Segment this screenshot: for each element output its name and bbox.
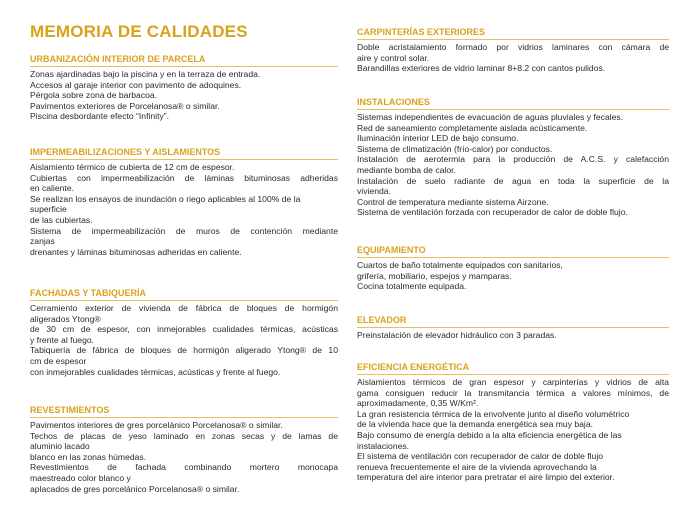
text-line: Cubiertas con impermeabilización de láminas bituminosas adheridas <box>30 172 338 183</box>
section-heading: EFICIENCIA ENERGÉTICA <box>357 362 669 375</box>
text-line: de la vivienda hace que la demanda energética sea muy baja. <box>357 419 594 430</box>
section-heading: FACHADAS Y TABIQUERÍA <box>30 288 338 301</box>
section-heading: IMPERMEABILIZACIONES Y AISLAMIENTOS <box>30 147 338 160</box>
text-line: Pavimentos exteriores de Porcelanosa® o similar. <box>30 100 220 111</box>
text-line: cm de espesor <box>30 355 87 366</box>
text-line: Cerramiento exterior de vivienda de fábrica de bloques de hormigón <box>30 303 338 313</box>
text-line: El sistema de ventilación con recuperador de calor de doble flujo <box>357 451 604 462</box>
section-carpinterias <box>357 27 669 74</box>
text-line: maestreado color blanco y <box>30 472 131 483</box>
page-title: MEMORIA DE CALIDADES <box>30 22 248 41</box>
text-line: Revestimientos de fachada combinando mortero monocapa <box>30 462 338 473</box>
text-line: temperatura del aire interior para pretratar el aire limpio del exterior. <box>357 472 615 483</box>
section-heading: INSTALACIONES <box>357 97 669 110</box>
text-line: Se realizan los ensayos de inundación o riego aplicables al 100% de la <box>30 193 301 204</box>
text-line: Sistema de impermeabilización de muros de contención mediante <box>30 225 338 236</box>
text-line: gama consiguen reducir la transmitancia térmica a valores mínimos, de <box>357 387 669 398</box>
text-line: aligerados Ytong® <box>30 313 101 324</box>
section-heading: CARPINTERÍAS EXTERIORES <box>357 27 669 40</box>
text-line: Control de temperatura mediante sistema Airzone. <box>357 196 549 207</box>
text-line: Accesos al garaje interior con pavimento de adoquines. <box>30 79 242 90</box>
text-line: superficie <box>30 204 67 215</box>
text-line: renueva frecuentemente el aire de la vivienda aprovechando la <box>357 461 597 472</box>
text-line: Cocina totalmente equipada. <box>357 281 467 292</box>
text-line: grifería, mobiliario, espejos y mamparas. <box>357 270 512 281</box>
text-line: Iluminación interior LED de bajo consumo. <box>357 133 519 144</box>
section-urbanizacion <box>30 54 338 122</box>
text-line: Techos de placas de yeso laminado en zonas secas y de lamas de <box>30 430 338 441</box>
text-line: Cuartos de baño totalmente equipados con sanitarios, <box>357 260 563 270</box>
section-heading: URBANIZACIÓN INTERIOR DE PARCELA <box>30 54 338 67</box>
text-line: de 30 cm de espesor, con inmejorables cualidades térmicas, acústicas <box>30 324 338 335</box>
text-line: Instalación de suelo radiante de agua en toda la superficie de la <box>357 175 669 186</box>
section-heading: REVESTIMIENTOS <box>30 405 338 418</box>
text-line: blanco en las zonas húmedas. <box>30 451 147 462</box>
text-line: Aislamientos térmicos de gran espesor y carpinterías y vidrios de alta <box>357 377 669 387</box>
text-line: aproximadamente, 0,35 W/Km². <box>357 398 479 409</box>
section-heading: EQUIPAMIENTO <box>357 245 669 258</box>
text-line: de las cubiertas. <box>30 214 93 225</box>
text-line: Barandillas exteriores de vidrio laminar 8+8.2 con cantos pulidos. <box>357 63 606 74</box>
text-line: con inmejorables cualidades térmicas, acústicas y frente al fuego. <box>30 366 281 377</box>
text-line: Sistema de climatización (frío-calor) por conductos. <box>357 143 553 154</box>
section-impermeabilizaciones <box>30 147 338 257</box>
text-line: Red de saneamiento completamente aislada acústicamente. <box>357 122 588 133</box>
section-elevador <box>357 315 669 341</box>
text-line: zanjas <box>30 236 55 247</box>
text-line: Preinstalación de elevador hidráulico con 3 paradas. <box>357 330 557 340</box>
text-line: Sistemas independientes de evacuación de aguas pluviales y fecales. <box>357 112 624 122</box>
text-line: Pérgola sobre zona de barbacoa. <box>30 90 158 101</box>
section-instalaciones <box>357 97 669 218</box>
text-line: Aislamiento térmico de cubierta de 12 cm de espesor. <box>30 162 235 172</box>
text-line: Instalación de aerotermia para la producción de A.C.S. y calefacción <box>357 154 669 165</box>
text-line: drenantes y láminas bituminosas adheridas en caliente. <box>30 246 242 257</box>
section-heading: ELEVADOR <box>357 315 669 328</box>
text-line: La gran resistencia térmica de la envolvente junto al diseño volumétrico <box>357 408 630 419</box>
text-line: mediante bomba de calor. <box>357 164 456 175</box>
text-line: aplacados de gres porcelánico Porcelanosa® o similar. <box>30 483 240 494</box>
text-line: aire y control solar. <box>357 52 430 63</box>
text-line: aluminio lacado <box>30 441 90 452</box>
text-line: Sistema de ventilación forzada con recuperador de calor de doble flujo. <box>357 207 628 218</box>
section-fachadas <box>30 288 338 377</box>
text-line: en caliente. <box>30 183 74 194</box>
text-line: Zonas ajardinadas bajo la piscina y en la terraza de entrada. <box>30 69 261 79</box>
text-line: Pavimentos interiores de gres porcelánico Porcelanosa® o similar. <box>30 420 283 430</box>
text-line: vivienda. <box>357 186 391 197</box>
text-line: Piscina desbordante efecto “Infinity”. <box>30 111 170 122</box>
text-line: Tabiquería de fábrica de bloques de hormigón aligerado Ytong® de 10 <box>30 345 338 356</box>
section-eficiencia <box>357 362 669 483</box>
text-line: y frente al fuego. <box>30 334 95 345</box>
text-line: Doble acristalamiento formado por vidrios laminares con cámara de <box>357 42 669 52</box>
text-line: instalaciones. <box>357 440 410 451</box>
text-line: Bajo consumo de energía debido a la alta eficiencia energética de las <box>357 429 622 440</box>
section-equipamiento <box>357 245 669 292</box>
section-revestimientos <box>30 405 338 494</box>
